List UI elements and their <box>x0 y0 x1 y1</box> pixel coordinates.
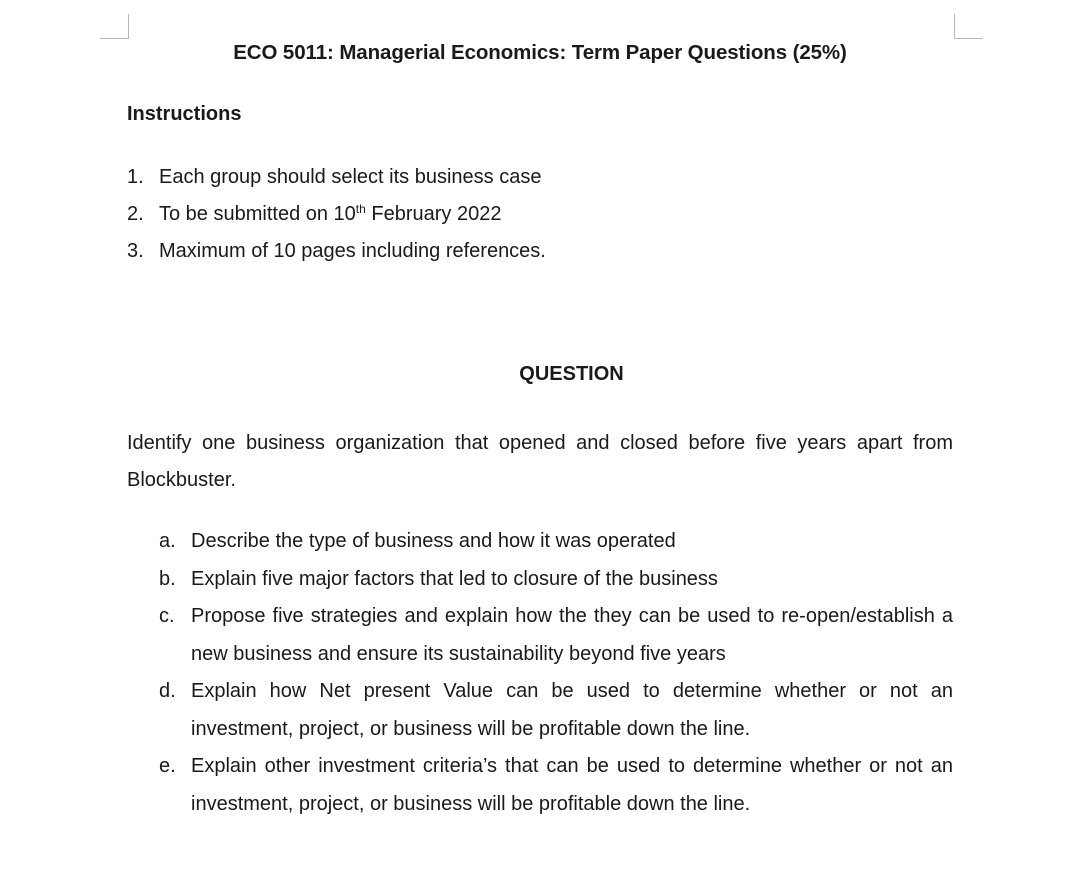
sub-question-item <box>159 598 953 673</box>
list-marker: 2. <box>127 203 144 225</box>
instructions-list <box>127 165 546 276</box>
list-marker: d. <box>159 680 176 702</box>
instruction-item <box>127 202 546 239</box>
page-corner-mark-top-right <box>954 14 983 39</box>
document-title: ECO 5011: Managerial Economics: Term Paper Questions (25%) <box>233 41 847 64</box>
list-marker: c. <box>159 605 175 627</box>
sub-question-item <box>159 748 953 823</box>
list-marker: a. <box>159 530 176 552</box>
instruction-item <box>127 239 546 276</box>
ordinal-superscript: th <box>355 202 366 216</box>
instructions-heading: Instructions <box>127 103 242 125</box>
list-marker: 3. <box>127 240 144 262</box>
sub-question-text: Describe the type of business and how it was operated <box>191 530 676 552</box>
sub-question-item <box>159 561 953 599</box>
sub-question-text: Explain how Net present Value can be used to determine whether or not an investment, project, or business will be profitable down the line. <box>191 680 953 740</box>
instruction-text-before: To be submitted on 10 <box>159 203 356 225</box>
list-marker: e. <box>159 755 176 777</box>
sub-question-item <box>159 673 953 748</box>
page-corner-mark-top-left <box>100 14 129 39</box>
sub-question-item <box>159 523 953 561</box>
sub-questions-list <box>159 523 953 823</box>
question-heading: QUESTION <box>519 363 624 385</box>
instruction-text: Maximum of 10 pages including references. <box>159 240 546 262</box>
instruction-text: Each group should select its business case <box>159 166 542 188</box>
question-intro: Identify one business organization that opened and closed before five years apart from Blockbuster. <box>127 432 953 491</box>
instruction-text-after: February 2022 <box>365 203 502 225</box>
instruction-item <box>127 165 546 202</box>
sub-question-text: Explain other investment criteria’s that can be used to determine whether or not an investment, project, or business will be profitable down the line. <box>191 755 953 815</box>
list-marker: 1. <box>127 166 144 188</box>
sub-question-text: Propose five strategies and explain how the they can be used to re-open/establish a new business and ensure its sustainability beyond five years <box>191 605 953 665</box>
sub-question-text: Explain five major factors that led to closure of the business <box>191 567 718 590</box>
list-marker: b. <box>159 567 176 590</box>
